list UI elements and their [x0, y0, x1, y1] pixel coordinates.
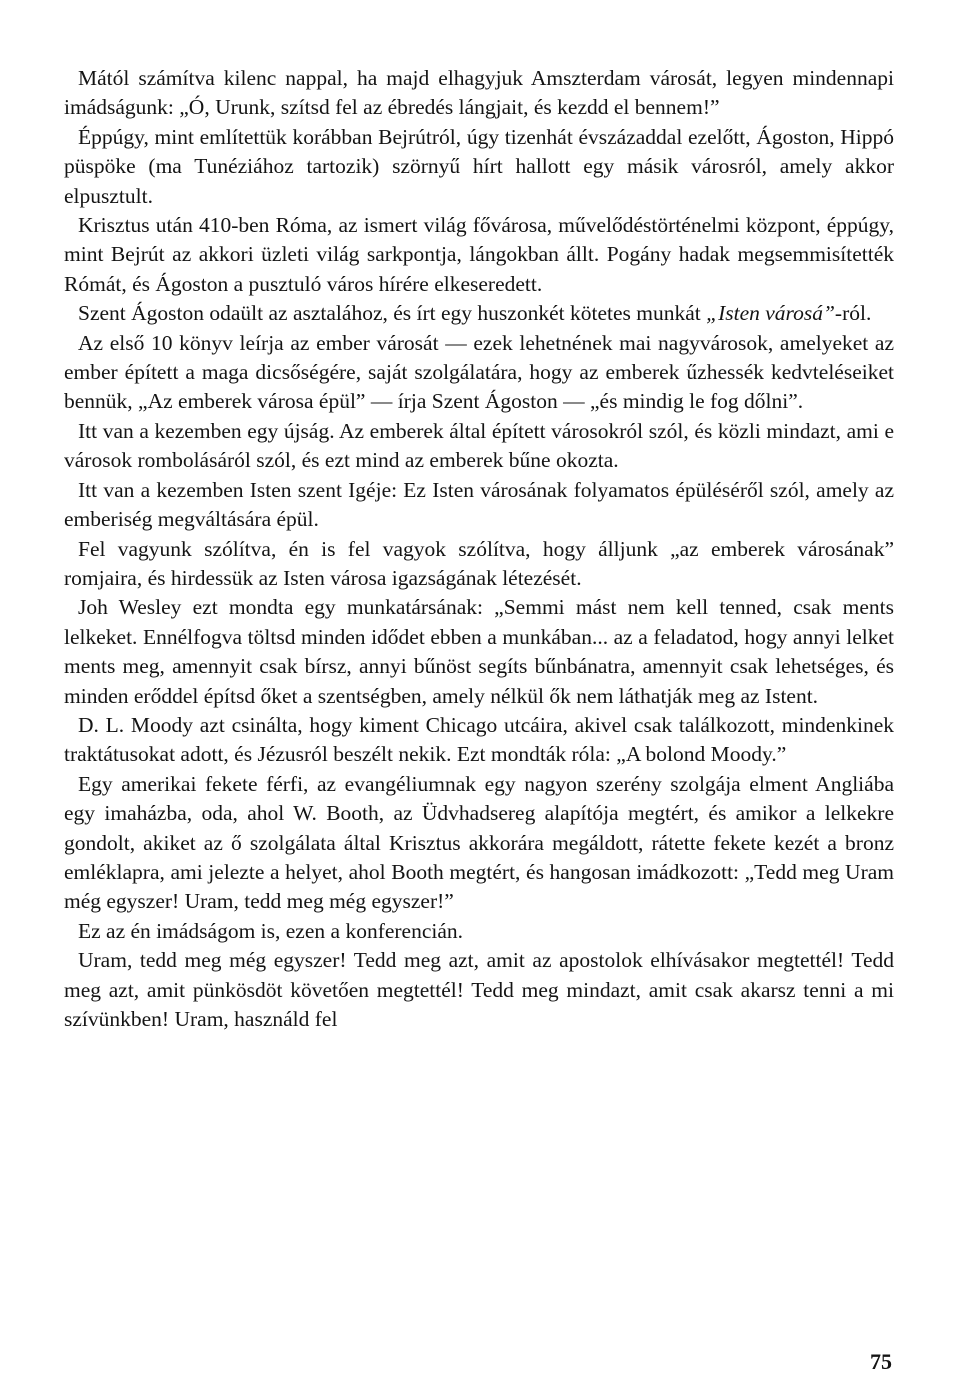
- paragraph-prayer: Mától számítva kilenc nappal, ha majd elhagyjuk Amszterdam városát, legyen mindennapi imádságunk: „Ó, Urunk, szítsd fel az ébredés lángjait, és kezdd el bennem!”: [64, 66, 894, 120]
- paragraph-word-of-god: Itt van a kezemben Isten szent Igéje: Ez Isten városának folyamatos épüléséről szól, amely az emberiség megváltására épül.: [64, 477, 894, 532]
- paragraph-augustine-news: Éppúgy, mint említettük korábban Bejrútról, úgy tizenhát évszázaddal ezelőtt, Ágoston, Hippó püspöke (ma Tunéziához tartozik) szörnyű hírt hallott egy másik városról, amely akkor elpusztult.: [64, 124, 894, 208]
- page-body: [64, 64, 894, 1034]
- paragraph-conference-prayer: Ez az én imádságom is, ezen a konferencián.: [78, 918, 464, 943]
- paragraph-newspaper: Itt van a kezemben egy újság. Az emberek által épített városokról szól, és közli mindazt, ami e városok rombolásáról szól, és ezt mind az emberek bűne okozta.: [64, 418, 894, 473]
- paragraph-first-ten-books: Az első 10 könyv leírja az ember városát — ezek lehetnének mai nagyvárosok, amelyeket az ember épített a maga dicsőségére, saját szolgálatára, hogy az emberek űzhessék kedvteléseiket bennük, „Az emberek városa épül” — írja Szent Ágoston — „és mindig le fog dőlni”.: [64, 330, 894, 414]
- paragraph-moody: D. L. Moody azt csinálta, hogy kiment Chicago utcáira, akivel csak találkozott, mindenkinek traktátusokat adott, és Jézusról beszélt nekik. Ezt mondták róla: „A bolond Moody.”: [64, 712, 894, 767]
- paragraph-calling: Fel vagyunk szólítva, én is fel vagyok szólítva, hogy álljunk „az emberek városának” romjaira, és hirdessük az Isten városa igazságának létezését.: [64, 536, 894, 590]
- paragraph-booth: Egy amerikai fekete férfi, az evangéliumnak egy nagyon szerény szolgája elment Angliába egy imaházba, oda, ahol W. Booth, az Üdvhadsereg alapítója megtért, és amikor a lelkekre gondolt, akiket az ő szolgálata által Krisztus akkorára megáldott, rátette fekete kezét a bronz emléklapra, ami jelezte a helyet, ahol Booth megtért, és hangosan imádkozott: „Tedd meg Uram még egyszer! Uram, tedd meg még egyszer!”: [64, 771, 894, 914]
- book-title: „Isten városá”: [706, 301, 835, 326]
- paragraph-city-of-god-text: Szent Ágoston odaült az asztalához, és írt egy huszonkét kötetes munkát: [78, 301, 707, 326]
- page-number: 75: [870, 1349, 892, 1374]
- paragraph-closing-prayer: Uram, tedd meg még egyszer! Tedd meg azt, amit az apostolok elhívásakor megtettél! Tedd meg azt, amit pünkösdöt követően megtettél! Tedd meg mindazt, amit csak akarsz tenni a mi szívünkben! Uram, használd fel: [64, 948, 894, 1031]
- paragraph-rome: Krisztus után 410-ben Róma, az ismert világ fővárosa, művelődéstörténelmi központ, éppúgy, mint Bejrút az akkori üzleti világ sarkpontja, lángokban állt. Pogány hadak megsemmisítették Rómát, és Ágoston a pusztuló város hírére elkeseredett.: [64, 213, 894, 296]
- paragraph-city-of-god: [64, 299, 894, 328]
- book-title-suffix: -ról.: [834, 301, 872, 326]
- paragraph-wesley: Joh Wesley ezt mondta egy munkatársának: „Semmi mást nem kell tenned, csak ments lelkeket. Ennélfogva töltsd minden idődet ebben a munkában... az a feladatod, hogy annyi lelket ments meg, amennyit csak bírsz, annyi bűnöst segíts bűnbánatra, amennyit csak lehetséges, és minden erőddel építsd őket a szentségben, amely nélkül ők nem láthatják meg az Istent.: [64, 595, 894, 708]
